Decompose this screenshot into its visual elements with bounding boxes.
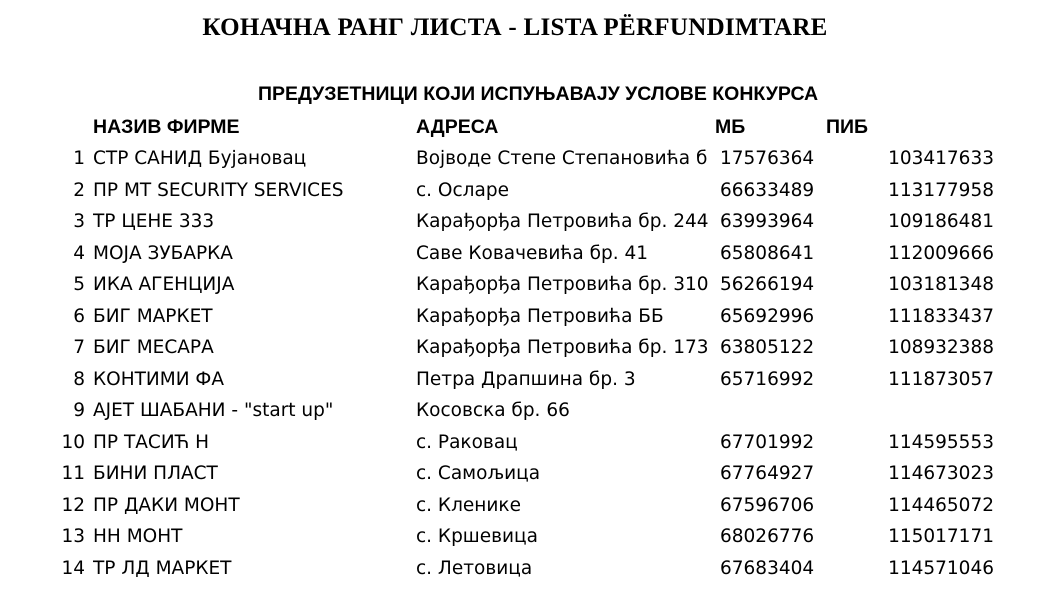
company-address: с. Летовица bbox=[416, 557, 533, 579]
company-pib: 113177958 bbox=[888, 179, 994, 201]
row-number: 10 bbox=[61, 431, 85, 453]
row-number: 4 bbox=[73, 242, 85, 264]
company-name: ПР ДАКИ МОНТ bbox=[93, 494, 240, 516]
table-row bbox=[0, 143, 1044, 175]
column-header-address: АДРЕСА bbox=[416, 116, 499, 138]
row-number: 8 bbox=[73, 368, 85, 390]
row-number: 11 bbox=[61, 463, 85, 484]
table-row bbox=[0, 269, 1044, 301]
table-row bbox=[0, 175, 1044, 207]
document-title: КОНАЧНА РАНГ ЛИСТА - LISTA PËRFUNDIMTARE bbox=[202, 14, 828, 41]
company-pib: 108932388 bbox=[888, 337, 994, 358]
table-row bbox=[0, 332, 1044, 364]
company-address: с. Раковац bbox=[416, 431, 518, 453]
company-mb: 66633489 bbox=[720, 179, 815, 201]
company-name: БИГ МАРКЕТ bbox=[93, 305, 213, 327]
table-row bbox=[0, 364, 1044, 396]
row-number: 14 bbox=[61, 557, 85, 579]
column-header-name: НАЗИВ ФИРМЕ bbox=[93, 116, 240, 138]
company-address: Петра Драпшина бр. 3 bbox=[416, 368, 636, 390]
row-number: 2 bbox=[73, 179, 85, 201]
table-row bbox=[0, 427, 1044, 459]
company-pib: 109186481 bbox=[888, 211, 994, 232]
company-mb: 67764927 bbox=[720, 463, 815, 484]
company-mb: 65692996 bbox=[720, 305, 815, 327]
company-address: Војводе Степе Степановића б bbox=[416, 148, 708, 169]
company-name: ПР МТ SECURITY SERVICES bbox=[93, 179, 344, 201]
company-mb: 67683404 bbox=[720, 557, 815, 579]
company-address: Карађорђа Петровића ББ bbox=[416, 305, 664, 327]
ranking-table bbox=[0, 143, 1044, 584]
row-number: 12 bbox=[61, 494, 85, 516]
company-address: Карађорђа Петровића бр. 244 bbox=[416, 211, 709, 232]
company-mb: 63805122 bbox=[720, 337, 815, 358]
company-address: Саве Ковачевића бр. 41 bbox=[416, 242, 649, 264]
company-mb: 63993964 bbox=[720, 211, 815, 232]
company-pib: 114595553 bbox=[888, 431, 994, 453]
row-number: 1 bbox=[73, 148, 85, 169]
company-name: ТР ЛД МАРКЕТ bbox=[93, 557, 232, 579]
table-row bbox=[0, 301, 1044, 333]
company-address: Карађорђа Петровића бр. 310 bbox=[416, 274, 709, 295]
table-row bbox=[0, 458, 1044, 490]
row-number: 5 bbox=[73, 274, 85, 295]
company-pib: 111873057 bbox=[888, 368, 994, 390]
company-name: БИНИ ПЛАСТ bbox=[93, 463, 218, 484]
company-name: ТР ЦЕНЕ 333 bbox=[93, 211, 215, 232]
row-number: 9 bbox=[73, 400, 85, 421]
company-pib: 114465072 bbox=[888, 494, 994, 516]
company-mb: 65808641 bbox=[720, 242, 815, 264]
table-row bbox=[0, 238, 1044, 270]
company-name: ПР ТАСИЋ Н bbox=[93, 431, 209, 453]
company-pib: 103417633 bbox=[888, 148, 994, 169]
row-number: 3 bbox=[73, 211, 85, 232]
table-row bbox=[0, 490, 1044, 522]
table-row bbox=[0, 521, 1044, 553]
company-address: с. Осларе bbox=[416, 179, 509, 201]
company-address: с. Кленике bbox=[416, 494, 521, 516]
company-mb: 56266194 bbox=[720, 274, 815, 295]
company-name: КОНТИМИ ФА bbox=[93, 368, 225, 390]
company-mb: 68026776 bbox=[720, 526, 815, 547]
company-name: АЈЕТ ШАБАНИ - "start up" bbox=[93, 400, 334, 421]
row-number: 6 bbox=[73, 305, 85, 327]
company-name: БИГ МЕСАРА bbox=[93, 337, 214, 358]
company-mb: 67701992 bbox=[720, 431, 815, 453]
company-address: с. Самољица bbox=[416, 463, 541, 484]
company-mb: 17576364 bbox=[720, 148, 815, 169]
table-row bbox=[0, 395, 1044, 427]
column-header-pib: ПИБ bbox=[826, 116, 869, 138]
company-mb: 67596706 bbox=[720, 494, 815, 516]
company-address: с. Кршевица bbox=[416, 526, 538, 547]
company-mb: 65716992 bbox=[720, 368, 815, 390]
company-pib: 115017171 bbox=[888, 526, 994, 547]
company-name: СТР САНИД Бујановац bbox=[93, 148, 307, 169]
column-header-mb: МБ bbox=[715, 116, 746, 138]
table-row bbox=[0, 553, 1044, 585]
company-pib: 111833437 bbox=[888, 305, 994, 327]
company-address: Карађорђа Петровића бр. 173 bbox=[416, 337, 709, 358]
company-pib: 103181348 bbox=[888, 274, 994, 295]
company-pib: 112009666 bbox=[888, 242, 994, 264]
company-name: НН МОНТ bbox=[93, 526, 183, 547]
row-number: 7 bbox=[73, 337, 85, 358]
company-pib: 114673023 bbox=[888, 463, 994, 484]
company-name: ИКА АГЕНЦИЈА bbox=[93, 274, 235, 295]
company-name: МОЈА ЗУБАРКА bbox=[93, 242, 233, 264]
section-subtitle: ПРЕДУЗЕТНИЦИ КОЈИ ИСПУЊАВАЈУ УСЛОВЕ КОНКУРСА bbox=[258, 83, 819, 105]
row-number: 13 bbox=[61, 526, 85, 547]
table-row bbox=[0, 206, 1044, 238]
company-address: Косовска бр. 66 bbox=[416, 400, 570, 421]
company-pib: 114571046 bbox=[888, 557, 994, 579]
